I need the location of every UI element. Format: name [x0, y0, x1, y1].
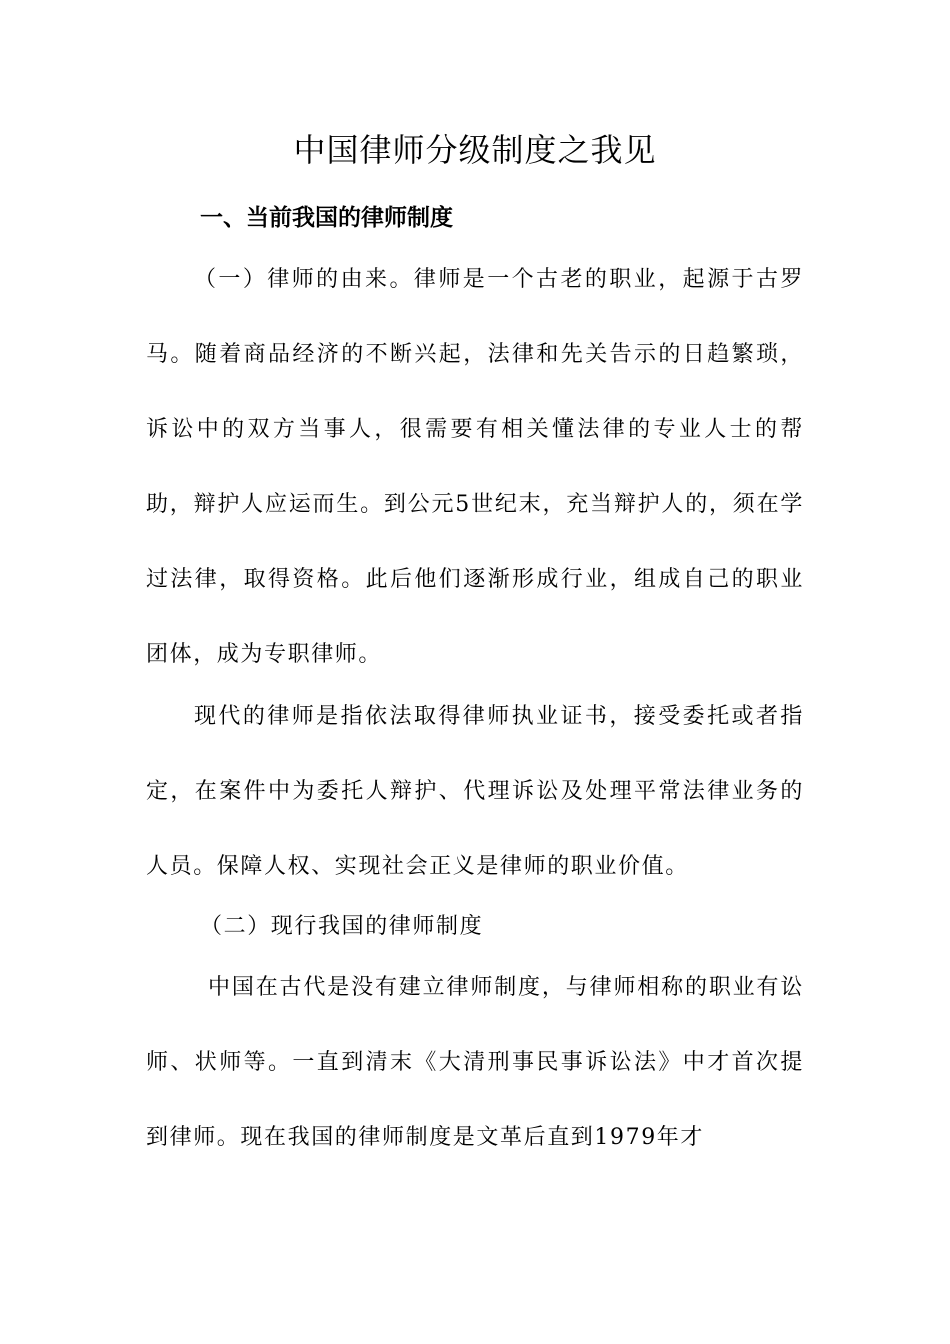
section-heading-1: 一、当前我国的律师制度: [200, 205, 453, 231]
paragraph-origin-of-lawyers: （一）律师的由来。律师是一个古老的职业，起源于古罗马。随着商品经济的不断兴起，法律和先关告示的日趋繁琐，诉讼中的双方当事人，很需要有相关懂法律的专业人士的帮助，辩护人应运而生。到公元5世纪末，充当辩护人的，须在学过法律，取得资格。此后他们逐渐形成行业，组成自己的职业团体，成为专职律师。: [146, 267, 804, 667]
paragraph-modern-lawyers: 现代的律师是指依法取得律师执业证书，接受委托或者指定，在案件中为委托人辩护、代理诉讼及处理平常法律业务的人员。保障人权、实现社会正义是律师的职业价值。: [146, 704, 804, 879]
paragraph-history-china: 中国在古代是没有建立律师制度，与律师相称的职业有讼师、状师等。一直到清末《大清刑事民事诉讼法》中才首次提到律师。现在我国的律师制度是文革后直到1979年才: [146, 975, 804, 1150]
subheading-current-system: （二）现行我国的律师制度: [200, 914, 484, 939]
document-title: 中国律师分级制度之我见: [293, 131, 657, 169]
